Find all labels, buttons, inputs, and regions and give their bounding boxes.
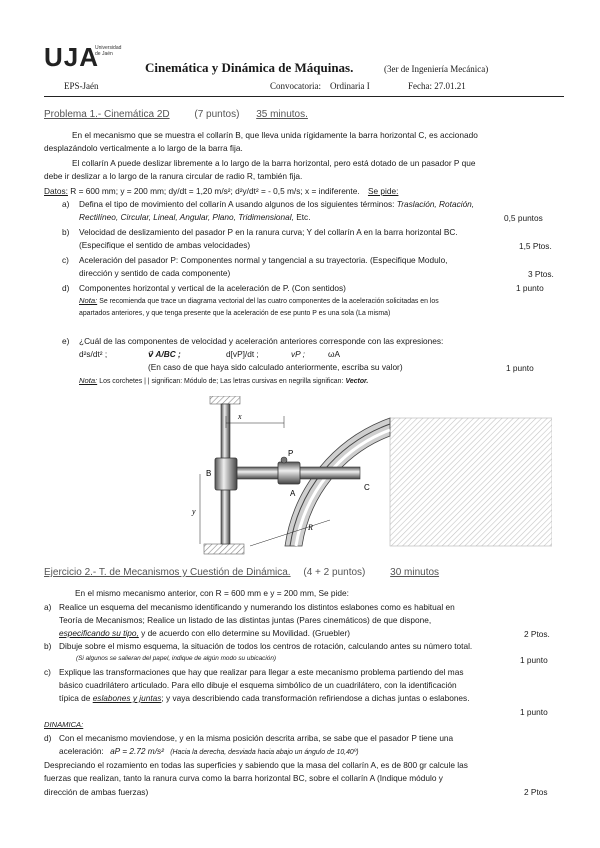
p1-qe-expr1: d²s/dt² ; bbox=[79, 349, 108, 359]
ex2-qb-points: 1 punto bbox=[520, 655, 548, 665]
collar-b bbox=[215, 458, 237, 490]
exercise2-time: 30 minutos bbox=[390, 567, 440, 578]
p1-qc-points: 3 Ptos. bbox=[528, 269, 554, 279]
ex2-qd-line1: Con el mecanismo moviendose, y en la misma posición descrita arriba, se sabe que el pasador P tiene una bbox=[59, 733, 454, 743]
degree-label: (3er de Ingeniería Mecánica) bbox=[384, 64, 489, 74]
exercise2-title: Ejercicio 2.- T. de Mecanismos y Cuestión de Dinámica. bbox=[44, 567, 291, 578]
label-y: y bbox=[192, 507, 196, 516]
p1-qd-letter: d) bbox=[62, 283, 70, 293]
wall-hatch bbox=[390, 418, 552, 546]
p1-qb-letter: b) bbox=[62, 227, 70, 237]
label-b: B bbox=[206, 469, 212, 478]
p1-qb-line2: (Especifique el sentido de ambas velocidades) bbox=[79, 240, 251, 250]
ex2-qc-line2: básico cuadrilátero articulado. Para ello dibuje el esquema simbólico de un cuadrilátero, con la identificación bbox=[59, 680, 457, 690]
ex2-qc-text3a: típica de bbox=[59, 693, 91, 703]
p1-qb-points: 1,5 Ptos. bbox=[519, 241, 552, 251]
ex2-qb-line2: (Si algunos se salieran del papel, indique de algún modo su ubicación) bbox=[76, 655, 277, 662]
ex2-qc-points: 1 punto bbox=[520, 707, 548, 717]
p1-qe-letter: e) bbox=[62, 336, 70, 346]
p1-qe-line1: ¿Cuál de las componentes de velocidad y aceleración anteriores corresponde con las expresiones: bbox=[79, 336, 444, 346]
ex2-qa-line1: Realice un esquema del mecanismo identificando y numerando los distintos eslabones como es habitual en bbox=[59, 602, 455, 612]
exam-date: Fecha: 27.01.21 bbox=[408, 81, 466, 91]
p1-note2 bbox=[79, 376, 368, 385]
top-ground bbox=[210, 396, 240, 404]
p1-qa-letter: a) bbox=[62, 199, 70, 209]
ex2-qa-underlined: especificando su tipo, bbox=[59, 628, 139, 638]
p1-qe-line2: (En caso de que haya sido calculado anteriormente, escriba su valor) bbox=[148, 362, 403, 372]
note2-label: Nota: bbox=[79, 376, 98, 385]
p1-intro-1: En el mecanismo que se muestra el collarín B, que lleva unida rígidamente la barra horizontal C, es accionado bbox=[72, 130, 478, 140]
p1-data-line bbox=[44, 186, 398, 196]
se-pide: Se pide: bbox=[367, 186, 399, 196]
bottom-ground bbox=[204, 544, 244, 554]
ex2-qd-letter: d) bbox=[44, 733, 52, 743]
logo bbox=[44, 42, 99, 73]
p1-qa-etc: Etc. bbox=[296, 212, 311, 222]
datos-values: R = 600 mm; y = 200 mm; dy/dt = 1,20 m/s²; d²y/dt² = - 0,5 m/s; x = indiferente. bbox=[70, 186, 360, 196]
ex2-qd-accel-label: aceleración: bbox=[59, 746, 104, 756]
mechanism-diagram bbox=[190, 396, 552, 556]
problem1-heading bbox=[44, 109, 308, 120]
ex2-qc-letter: c) bbox=[44, 667, 51, 677]
note2-text: Los corchetes | | significan: Módulo de; Las letras cursivas en negrilla significan: bbox=[99, 378, 344, 385]
p1-qe-expr4: vP ; bbox=[291, 349, 305, 359]
mechanism-figure bbox=[190, 396, 552, 556]
exercise2-points: (4 + 2 puntos) bbox=[303, 567, 366, 578]
note1-text1: Se recomienda que trace un diagrama vectorial del las cuatro componentes de la aceleración solicitadas en los bbox=[99, 298, 439, 305]
school-label: EPS-Jaén bbox=[64, 81, 99, 91]
ex2-qd-line5: dirección de ambas fuerzas) bbox=[44, 787, 149, 797]
logo-subtitle bbox=[95, 45, 121, 57]
dinamica-label: DINAMICA: bbox=[44, 720, 84, 729]
ex2-qa-line2: Teoría de Mecanismos; Realice un listado de las distintas juntas (Pares cinemáticos) de que dispone, bbox=[59, 615, 432, 625]
p1-qe-expr5: ωA bbox=[328, 349, 341, 359]
p1-qe-expr3: d[vP]/dt ; bbox=[226, 349, 259, 359]
note1-label: Nota: bbox=[79, 296, 98, 305]
ex2-qa-line3 bbox=[59, 628, 350, 638]
ex2-qb-letter: b) bbox=[44, 641, 52, 651]
ex2-qc-underlined: eslabones y juntas bbox=[92, 693, 162, 703]
p1-qa-points: 0,5 puntos bbox=[504, 213, 543, 223]
problem1-points: (7 puntos) bbox=[194, 109, 240, 120]
ex2-qd-line4: fuerzas que realizan, tanto la ranura curva como la barra horizontal BC, sobre el collarín A (Indique módulo y bbox=[44, 773, 443, 783]
ex2-qd-line2 bbox=[59, 746, 359, 756]
ex2-qc-text3b: ; y vaya describiendo cada transformación refiriendose a dichas juntas o eslabones. bbox=[161, 693, 470, 703]
header-divider bbox=[44, 96, 564, 97]
label-c: C bbox=[364, 483, 370, 492]
p1-intro-2: desplazándolo verticalmente a lo largo de la barra fija. bbox=[44, 143, 243, 153]
datos-label: Datos: bbox=[44, 186, 68, 196]
problem1-title: Problema 1.- Cinemática 2D bbox=[44, 109, 170, 120]
convocatoria-value: Ordinaria I bbox=[330, 81, 370, 91]
ex2-intro: En el mismo mecanismo anterior, con R = 600 mm e y = 200 mm, Se pide: bbox=[75, 588, 349, 598]
p1-intro-3: El collarín A puede deslizar libremente a lo largo de la barra horizontal, pero está dotado de un pasador P que bbox=[72, 158, 476, 168]
logo-sub-line2: de Jaén bbox=[95, 51, 113, 57]
p1-qc-line2: dirección y sentido de cada componente) bbox=[79, 268, 231, 278]
ex2-qc-line1: Explique las transformaciones que hay que realizar para llegar a este mecanismo problema partiendo del mas bbox=[59, 667, 464, 677]
p1-qa-terms1: Traslación, Rotación, bbox=[396, 199, 475, 209]
p1-qc-letter: c) bbox=[62, 255, 69, 265]
p1-qd-points: 1 punto bbox=[516, 283, 544, 293]
ex2-qd-accel-value: aP = 2.72 m/s² bbox=[110, 746, 164, 756]
p1-qa-terms2: Rectilíneo, Circular, Lineal, Angular, Plano, Tridimensional, bbox=[79, 212, 294, 222]
p1-intro-4: debe ir deslizar a lo largo de la ranura circular de radio R, también fija. bbox=[44, 171, 303, 181]
ex2-qc-line3 bbox=[59, 693, 470, 703]
p1-qa-line2 bbox=[79, 212, 311, 222]
ex2-qd-accel-note: (Hacia la derecha, desviada hacia abajo un ángulo de 10,40º) bbox=[170, 749, 359, 756]
ex2-qd-line3: Despreciando el rozamiento en todas las superficies y sabiendo que la masa del collarín A, es de 800 gr calcule las bbox=[44, 760, 468, 770]
collar-a bbox=[278, 462, 300, 484]
pin-p bbox=[281, 457, 287, 463]
label-a: A bbox=[290, 489, 296, 498]
p1-qb-line1: Velocidad de deslizamiento del pasador P en la ranura curva; Y del collarín A en la barra horizontal BC. bbox=[79, 227, 458, 237]
label-r: R bbox=[308, 523, 313, 532]
p1-qd-line1: Componentes horizontal y vertical de la aceleración de P. (Con sentidos) bbox=[79, 283, 346, 293]
p1-qa-text1: Defina el tipo de movimiento del collarín A usando algunos de los siguientes términos: bbox=[79, 199, 395, 209]
p1-qa-line1 bbox=[79, 199, 474, 209]
p1-qe-expr2: v⃗ A/BC ; bbox=[148, 349, 181, 359]
p1-qc-line1: Aceleración del pasador P: Componentes normal y tangencial a su trayectoria. (Especifique Modulo, bbox=[79, 255, 448, 265]
p1-qe-points: 1 punto bbox=[506, 363, 534, 373]
ex2-qa-letter: a) bbox=[44, 602, 52, 612]
problem1-time: 35 minutos. bbox=[256, 109, 308, 120]
logo-sub-line1: Universidad bbox=[95, 45, 122, 51]
exercise2-heading bbox=[44, 567, 439, 578]
logo-text: UJA bbox=[44, 42, 100, 72]
note2-vector: Vector. bbox=[345, 378, 369, 385]
label-x: x bbox=[238, 412, 242, 421]
ex2-qa-text3: y de acuerdo con ello determine su Movilidad. (Gruebler) bbox=[141, 628, 351, 638]
label-p: P bbox=[288, 449, 294, 458]
ex2-qb-line1: Dibuje sobre el mismo esquema, la situación de todos los centros de rotación, calculando antes su número total. bbox=[59, 641, 473, 651]
ex2-qd-points: 2 Ptos bbox=[524, 787, 548, 797]
convocatoria-label: Convocatoria: bbox=[270, 81, 321, 91]
ex2-qa-points: 2 Ptos. bbox=[524, 629, 550, 639]
course-title: Cinemática y Dinámica de Máquinas. bbox=[145, 60, 354, 75]
p1-note1-line1 bbox=[79, 296, 439, 305]
p1-note1-line2: apartados anteriores, y que tenga presente que la aceleración de ese punto P es una sola (La misma) bbox=[79, 310, 391, 317]
